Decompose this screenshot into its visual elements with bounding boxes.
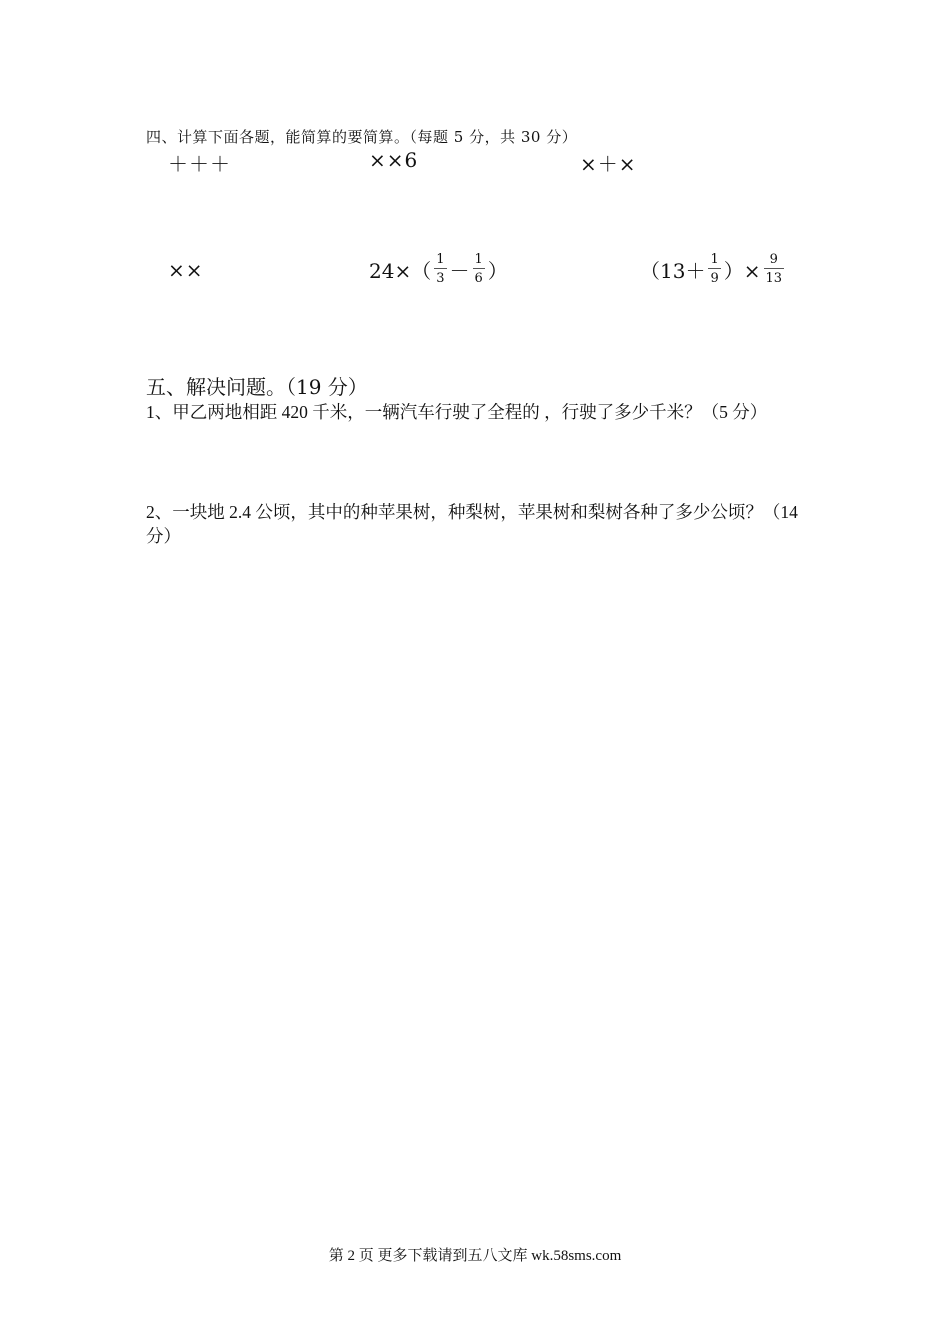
expr5-prefix: 24×（: [369, 258, 432, 283]
fraction-one-ninth: [708, 253, 720, 285]
fraction-numerator: 9: [769, 252, 778, 267]
expr5-operator: －: [449, 258, 470, 283]
fraction-numerator: 1: [474, 252, 483, 267]
fraction-numerator: 1: [710, 252, 719, 267]
fraction-numerator: 1: [436, 252, 445, 267]
calc-expression-5: [369, 253, 508, 285]
problem-1: 1、甲乙两地相距 420 千米，一辆汽车行驶了全程的 ，行驶了多少千米？（5 分）: [146, 402, 768, 422]
calc-expression-3: [580, 148, 637, 177]
page-footer: 第 2 页 更多下载请到五八文库 wk.58sms.com: [328, 1248, 622, 1264]
expr6-mid: ）×: [723, 258, 761, 283]
expr4-text: ××: [168, 258, 204, 282]
calc-expression-1: [168, 148, 231, 177]
fraction-nine-thirteenths: [764, 253, 785, 285]
calc-expression-2: [369, 148, 418, 172]
expr5-suffix: ）: [487, 258, 508, 283]
expr3-text: ×＋×: [580, 152, 637, 176]
fraction-denominator: 6: [474, 271, 483, 286]
fraction-one-third: [434, 253, 446, 285]
section-four-title: 四、计算下面各题，能简算的要简算。（每题 5 分，共 30 分）: [146, 128, 578, 146]
expr6-prefix: （13＋: [640, 258, 706, 283]
calc-expression-4: [168, 258, 204, 282]
expr1-text: ＋＋＋: [168, 152, 231, 176]
fraction-denominator: 13: [765, 271, 783, 286]
fraction-denominator: 3: [436, 271, 445, 286]
expr2-text: ××6: [369, 148, 419, 172]
fraction-one-sixth: [473, 253, 485, 285]
section-five-title: 五、解决问题。（19 分）: [146, 375, 368, 399]
calc-expression-6: [640, 253, 787, 285]
problem-2: 2、一块地 2.4 公顷，其中的种苹果树，种梨树，苹果树和梨树各种了多少公顷？（14 分）: [146, 502, 798, 546]
fraction-denominator: 9: [710, 271, 719, 286]
